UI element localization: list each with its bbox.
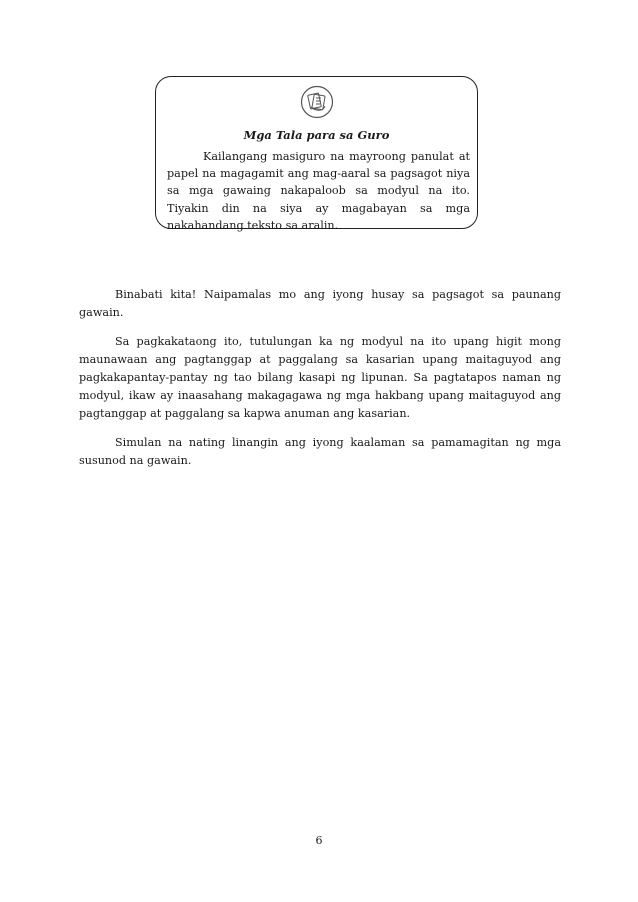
paragraph-congratulations: Binabati kita! Naipamalas mo ang iyong husay sa pagsagot sa paunang gawain. — [79, 288, 561, 319]
paragraph-next-activities: Simulan na nating linangin ang iyong kaalaman sa pamamagitan ng mga susunod na gawain. — [79, 436, 561, 467]
paragraph-module-purpose: Sa pagkakataong ito, tutulungan ka ng modyul na ito upang higit mong maunawaan ang pagtanggap at paggalang sa kasarian upang maitaguyod ang pagkakapantay-pantay ng tao bilang kasapi ng lipunan. Sa pagtatapos naman ng modyul, ikaw ay inaasahang makagagawa ng mga hakbang upang maitaguyod ang pagtanggap at paggalang sa kapwa anuman ang kasarian. — [79, 335, 561, 420]
page-number: 6 — [315, 834, 323, 847]
teacher-note-icon — [300, 85, 334, 119]
teacher-note-body: Kailangang masiguro na mayroong panulat at papel na magagamit ang mag-aaral sa pagsagot niya sa mga gawaing nakapaloob sa modyul na ito. Tiyakin din na siya ay magabayan sa mga nakahandang teksto sa aralin. — [167, 150, 470, 232]
teacher-note-title: Mga Tala para sa Guro — [243, 128, 390, 142]
lesson-text — [79, 286, 561, 481]
